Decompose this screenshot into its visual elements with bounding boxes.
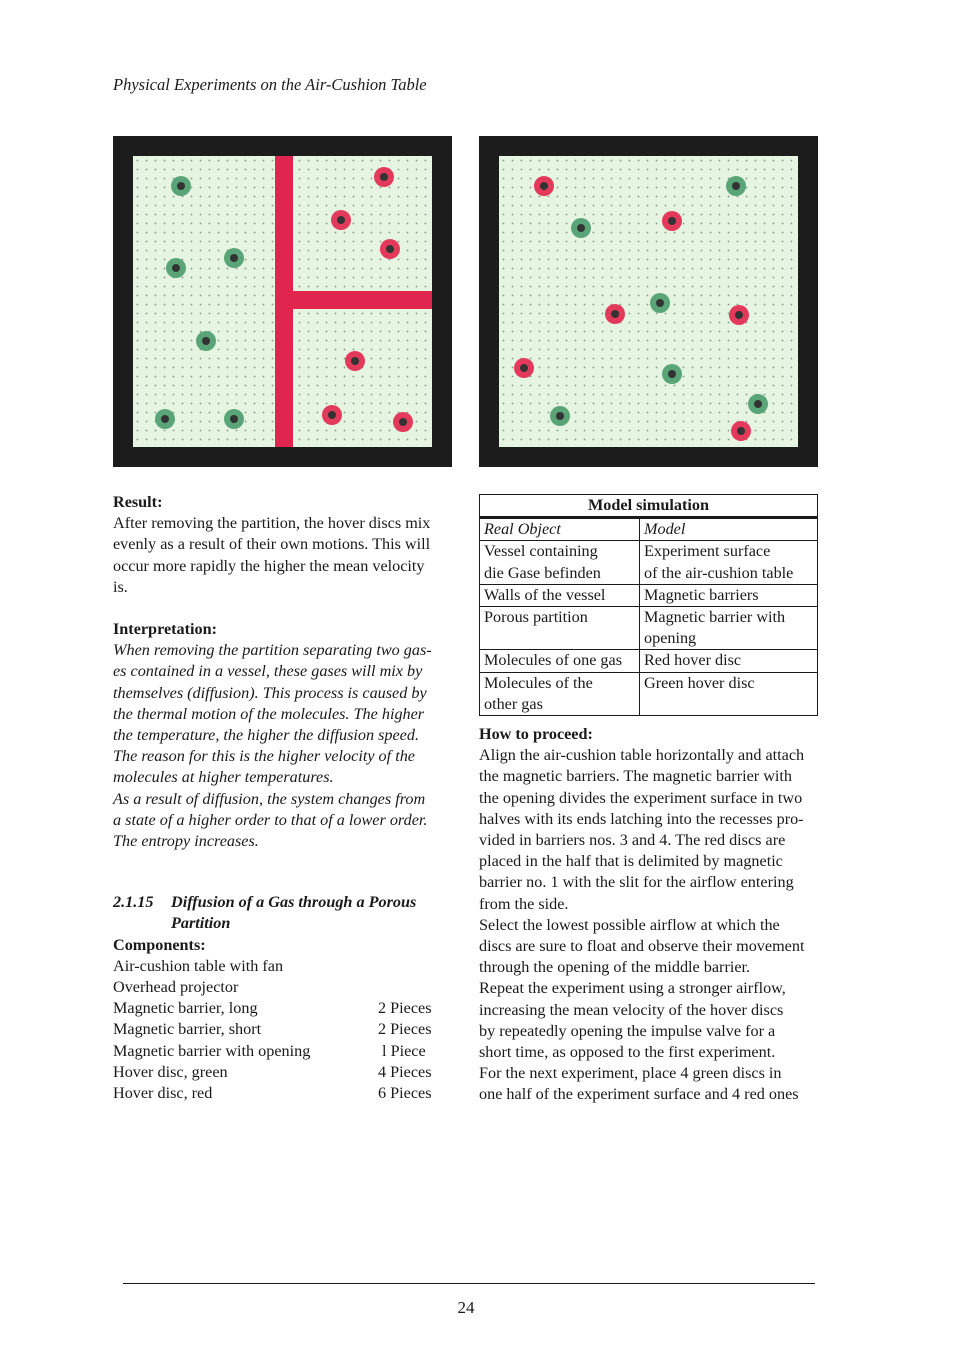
table-header-cell: Model (640, 518, 818, 541)
text-line: a state of a higher order to that of a lower order. (113, 810, 428, 829)
text-line: themselves (diffusion). This process is caused by (113, 683, 427, 702)
component-qty: 2 Pieces (378, 1020, 432, 1039)
text-line: As a result of diffusion, the system changes from (113, 789, 426, 808)
text-line: Repeat the experiment using a stronger airflow, (479, 979, 786, 998)
component-row (113, 956, 453, 977)
air-cushion-table-mixed (499, 156, 798, 447)
text-line: halves with its ends latching into the recesses pro- (479, 809, 804, 828)
text-line: Select the lowest possible airflow at which the (479, 915, 780, 934)
text-line: one half of the experiment surface and 4 red ones (479, 1085, 799, 1104)
component-row (113, 1062, 453, 1083)
how-to-proceed-heading: How to proceed: (479, 725, 593, 743)
component-name: Magnetic barrier, short (113, 1020, 262, 1039)
text-line: placed in the half that is delimited by magnetic (479, 852, 783, 871)
component-qty: 4 Pieces (378, 1062, 432, 1081)
text-line: the opening divides the experiment surface in two (479, 788, 803, 807)
text-line: occur more rapidly the higher the mean velocity (113, 556, 425, 575)
text-line: through the opening of the middle barrier. (479, 958, 751, 977)
component-qty: 2 Pieces (378, 999, 432, 1018)
text-line: from the side. (479, 894, 569, 913)
text-line: Align the air-cushion table horizontally and attach (479, 746, 805, 765)
left-column (113, 492, 453, 1104)
title-line: Partition (171, 914, 231, 933)
component-name: Overhead projector (113, 978, 239, 997)
text-line: is. (113, 577, 128, 596)
text-line: the thermal motion of the molecules. The higher (113, 704, 425, 723)
table-header-cell: Real Object (480, 518, 640, 541)
interpretation-text (113, 640, 453, 852)
table-cell: Magnetic barriers (640, 584, 818, 606)
text-line: the temperature, the higher the diffusion speed. (113, 726, 420, 745)
text-line: short time, as opposed to the first experiment. (479, 1043, 776, 1062)
result-heading: Result: (113, 493, 163, 511)
components-heading: Components: (113, 935, 206, 954)
component-name: Magnetic barrier, long (113, 999, 258, 1018)
how-to-proceed-text (479, 745, 818, 1105)
text-line: by repeatedly opening the impulse valve for a (479, 1021, 776, 1040)
table-cell: Experiment surface of the air-cushion table (640, 541, 818, 584)
running-head: Physical Experiments on the Air-Cushion Table (113, 75, 427, 94)
table-cell: Magnetic barrier with opening (640, 607, 818, 650)
magnetic-barrier-vertical (275, 156, 293, 447)
component-row (113, 1041, 453, 1062)
photo-after-mixing (479, 136, 818, 467)
text-line: the magnetic barriers. The magnetic barrier with (479, 767, 792, 786)
table-row (480, 584, 818, 606)
table-row (480, 672, 818, 715)
component-row (113, 1083, 453, 1104)
table-row (480, 650, 818, 672)
text-line: When removing the partition separating two gas- (113, 641, 432, 660)
section-title-text (171, 892, 416, 934)
component-name: Hover disc, red (113, 1084, 213, 1103)
table-cell: Vessel containing die Gase befinden (480, 541, 640, 584)
magnetic-barrier-horizontal (293, 291, 432, 309)
table-cell: Walls of the vessel (480, 584, 640, 606)
section-number: 2.1.15 (113, 893, 154, 912)
component-qty: 6 Pieces (378, 1084, 432, 1103)
table-cell: Porous partition (480, 607, 640, 650)
result-text (113, 513, 453, 598)
text-line: increasing the mean velocity of the hover discs (479, 1000, 784, 1019)
text-line: evenly as a result of their own motions. This will (113, 535, 431, 554)
component-row (113, 977, 453, 998)
table-cell: Molecules of the other gas (480, 672, 640, 715)
text-line: discs are sure to float and observe their movement (479, 937, 805, 956)
table-caption: Model simulation (480, 495, 818, 518)
text-line: molecules at higher temperatures. (113, 768, 334, 787)
air-cushion-table-partitioned (133, 156, 432, 447)
text-line: The reason for this is the higher velocity of the (113, 747, 415, 766)
text-line: The entropy increases. (113, 832, 259, 851)
component-qty: l Piece (378, 1041, 426, 1060)
component-row (113, 1019, 453, 1040)
table-row (480, 607, 818, 650)
photo-before-mixing (113, 136, 452, 467)
title-line: Diffusion of a Gas through a Porous (171, 893, 417, 912)
table-row (480, 541, 818, 584)
text-line: After removing the partition, the hover discs mix (113, 514, 431, 533)
table-cell: Red hover disc (640, 650, 818, 672)
component-name: Hover disc, green (113, 1062, 228, 1081)
footer-rule (123, 1283, 815, 1284)
model-simulation-table (479, 494, 818, 716)
components-list (113, 956, 453, 1104)
component-name: Air-cushion table with fan (113, 956, 284, 975)
right-column (479, 724, 818, 1106)
text-line: vided in barriers nos. 3 and 4. The red discs are (479, 831, 786, 850)
section-title (113, 892, 453, 934)
table-cell: Green hover disc (640, 672, 818, 715)
component-name: Magnetic barrier with opening (113, 1041, 311, 1060)
page-number: 24 (457, 1298, 475, 1317)
table-cell: Molecules of one gas (480, 650, 640, 672)
interpretation-heading: Interpretation: (113, 620, 218, 639)
component-row (113, 998, 453, 1019)
text-line: es contained in a vessel, these gases will mix by (113, 662, 423, 681)
text-line: For the next experiment, place 4 green discs in (479, 1064, 782, 1083)
text-line: barrier no. 1 with the slit for the airflow entering (479, 873, 794, 892)
